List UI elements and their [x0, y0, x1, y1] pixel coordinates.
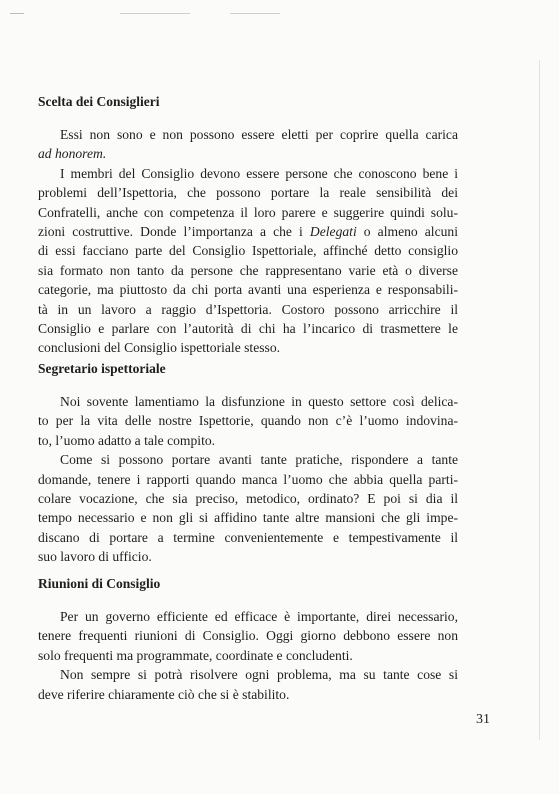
scan-artifact: [120, 13, 190, 14]
text-line: suo lavoro di ufficio.: [38, 549, 152, 565]
section-heading: Riunioni di Consiglio: [38, 576, 161, 591]
section-heading: Segretario ispettoriale: [38, 361, 166, 376]
section-riunioni-di-consiglio: [38, 575, 458, 704]
text-run: o almeno alcuni: [356, 223, 458, 239]
section-scelta-dei-consiglieri: [38, 93, 458, 358]
text-line: categorie, ma piuttosto da chi porta avanti una esperienza e responsabili-: [38, 282, 458, 298]
italic-term: Delegati: [309, 223, 357, 239]
section-heading: Scelta dei Consiglieri: [38, 94, 160, 109]
text-line: Non sempre si potrà risolvere ogni problema, ma su tante cose si: [60, 667, 458, 683]
text-line: conclusioni del Consiglio ispettoriale stesso.: [38, 340, 281, 356]
text-line: tempo necessario e non gli si affidino tante altre mansioni che gli impe-: [38, 510, 458, 526]
page-number: 31: [476, 712, 490, 727]
text-line: to, l’uomo adatto a tale compito.: [38, 432, 216, 448]
text-line: discano di portare a termine convenientemente e tempestivamente il: [38, 529, 458, 545]
text-line: Noi sovente lamentiamo la disfunzione in questo settore così delica-: [60, 394, 458, 409]
text-line: I membri del Consiglio devono essere persone che conoscono bene i: [60, 165, 458, 181]
text-line: colare vocazione, che sia preciso, metodico, ordinato? E poi si dia il: [38, 490, 458, 506]
text-line: Come si possono portare avanti tante pratiche, rispondere a tante: [60, 452, 458, 468]
book-page: [38, 0, 490, 794]
section-body: [38, 607, 458, 704]
text-line: Confratelli, anche con competenza il loro parere e suggerire quindi solu-: [38, 204, 458, 220]
text-line: tenere frequenti riunioni di Consiglio. Oggi giorno debbono essere non: [38, 628, 458, 644]
text-run: zioni costruttive. Donde l’importanza a che i: [38, 223, 310, 239]
scan-artifact: [10, 13, 24, 14]
section-body: [38, 125, 458, 358]
text-line: Essi non sono e non possono essere eletti per coprire quella carica: [60, 127, 458, 142]
text-line: to per la vita delle nostre Ispettorie, quando non c’è l’uomo indovina-: [38, 413, 458, 429]
section-body: [38, 392, 458, 567]
text-line: di essi facciano parte del Consiglio Ispettoriale, affinché detto consiglio: [38, 243, 458, 259]
text-line: deve riferire chiaramente ciò che si è stabilito.: [38, 686, 290, 702]
page-edge-shadow: [539, 60, 540, 740]
text-line: tà in un lavoro a raggio d’Ispettoria. Costoro possono arricchire il: [38, 301, 458, 317]
scan-artifact: [230, 13, 280, 14]
text-line: Per un governo efficiente ed efficace è importante, direi necessario,: [60, 609, 458, 624]
text-line: Consiglio e parlare con l’autorità di chi ha l’incarico di trasmettere le: [38, 320, 458, 336]
text-line: sia formato non tanto da persone che rappresentano varie età o diverse: [38, 262, 458, 278]
section-segretario-ispettoriale: [38, 360, 458, 567]
text-line: ad honorem.: [38, 146, 107, 162]
text-line: solo frequenti ma programmate, coordinate e concludenti.: [38, 647, 353, 663]
text-line: domande, tenere i rapporti quando manca l’uomo che abbia quella parti-: [38, 471, 458, 487]
text-line: problemi dell’Ispettoria, che possono portare la reale sensibilità dei: [38, 185, 458, 201]
text-line: [38, 222, 458, 241]
